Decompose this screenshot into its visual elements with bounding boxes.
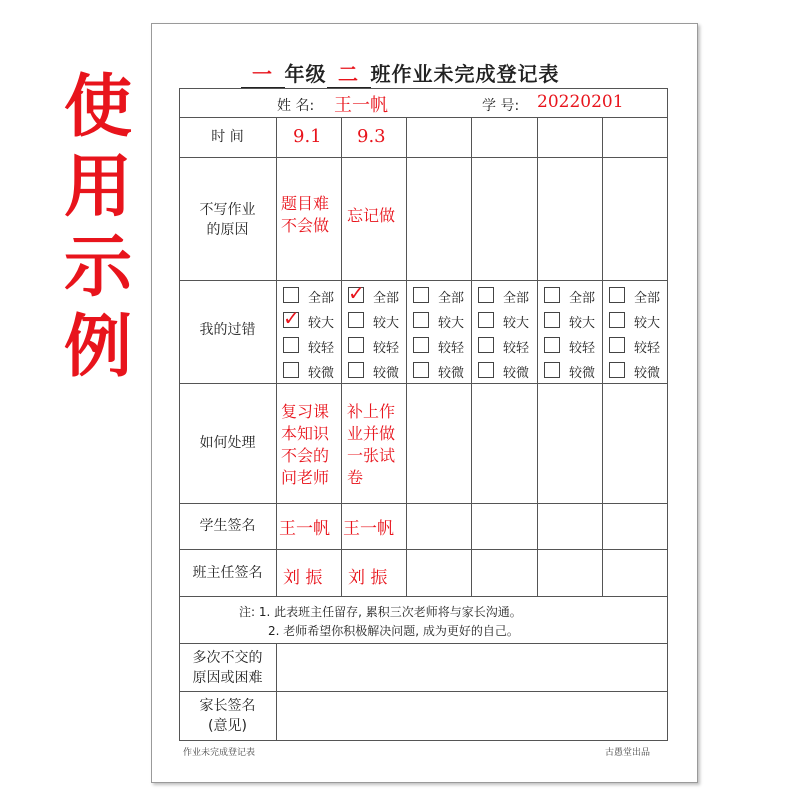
checkbox-box[interactable]	[544, 312, 560, 328]
grade-value: 一	[241, 58, 285, 89]
handle-line: 不会的	[281, 446, 330, 465]
row-divider	[179, 596, 668, 597]
footer-publisher: 古愚堂出品	[605, 748, 651, 758]
note-line-1: 注: 1. 此表班主任留存, 累积三次老师将与家长沟通。	[239, 605, 522, 619]
checkbox-box[interactable]	[283, 287, 299, 303]
checkbox-box[interactable]	[609, 312, 625, 328]
option-label: 较轻	[373, 341, 400, 356]
fault-option-checkbox[interactable]	[544, 362, 602, 380]
option-label: 较大	[634, 316, 661, 331]
fault-option-checkbox[interactable]	[348, 362, 406, 380]
fault-option-checkbox[interactable]	[283, 337, 341, 355]
checkbox-box[interactable]	[609, 337, 625, 353]
student-name: 王一帆	[334, 95, 388, 116]
option-label: 全部	[634, 291, 661, 306]
side-char: 用	[63, 148, 132, 227]
option-label: 较轻	[569, 341, 596, 356]
option-label: 全部	[373, 291, 400, 306]
option-label: 较轻	[503, 341, 530, 356]
time-label: 时 间	[211, 129, 244, 145]
fault-option-checkbox[interactable]	[413, 337, 471, 355]
handle-cell	[281, 401, 329, 489]
fault-option-checkbox[interactable]	[544, 287, 602, 305]
option-label: 较轻	[634, 341, 661, 356]
checkbox-box[interactable]	[283, 337, 299, 353]
col-divider	[471, 117, 472, 596]
title-part: 年级	[284, 62, 327, 86]
title-part: 班作业未完成登记表	[370, 62, 560, 86]
option-label: 较微	[308, 366, 335, 381]
fault-label: 我的过错	[199, 322, 256, 338]
fault-option-checkbox[interactable]	[283, 306, 341, 331]
handle-label: 如何处理	[199, 435, 256, 451]
checkbox-box[interactable]	[348, 337, 364, 353]
checkbox-box[interactable]	[544, 337, 560, 353]
option-label: 全部	[503, 291, 530, 306]
fault-option-checkbox[interactable]	[283, 287, 341, 305]
label-line: (意见)	[208, 718, 247, 734]
reason-cell	[347, 205, 395, 227]
fault-option-checkbox[interactable]	[478, 337, 536, 355]
reason-line: 题目难	[281, 194, 330, 213]
fault-option-checkbox[interactable]	[478, 312, 536, 330]
checkbox-box[interactable]	[413, 287, 429, 303]
reason-label	[179, 200, 276, 240]
option-label: 全部	[569, 291, 596, 306]
fault-option-checkbox[interactable]	[348, 337, 406, 355]
option-label: 较大	[569, 316, 596, 331]
checkbox-box[interactable]	[413, 312, 429, 328]
parent-sign-label	[179, 696, 276, 736]
option-label: 较大	[503, 316, 530, 331]
row-divider	[179, 280, 668, 281]
fault-option-checkbox[interactable]	[544, 337, 602, 355]
checkbox-box[interactable]	[413, 362, 429, 378]
fault-option-checkbox[interactable]	[478, 287, 536, 305]
checkbox-box[interactable]	[348, 312, 364, 328]
option-label: 较微	[503, 366, 530, 381]
side-char: 示	[63, 228, 132, 307]
col-divider	[276, 117, 277, 596]
row-divider	[179, 549, 668, 550]
reason-label-line: 不写作业	[199, 202, 256, 218]
class-value: 二	[327, 58, 371, 89]
student-sign-cell: 王一帆	[279, 519, 330, 539]
checkbox-box[interactable]	[478, 287, 494, 303]
checkbox-box[interactable]	[544, 287, 560, 303]
checkbox-box[interactable]	[478, 362, 494, 378]
checkmark-icon: ✓	[348, 281, 365, 305]
fault-option-checkbox[interactable]	[348, 312, 406, 330]
option-label: 较大	[373, 316, 400, 331]
date-cell: 9.3	[357, 126, 386, 147]
fault-option-checkbox[interactable]	[609, 337, 667, 355]
student-sign-label: 学生签名	[199, 518, 256, 534]
option-label: 较微	[569, 366, 596, 381]
checkmark-icon: ✓	[283, 306, 300, 330]
fault-option-checkbox[interactable]	[413, 312, 471, 330]
fault-option-checkbox[interactable]	[609, 362, 667, 380]
checkbox-box[interactable]	[478, 312, 494, 328]
row-divider	[179, 117, 668, 118]
col-divider	[341, 117, 342, 596]
student-sign-cell: 王一帆	[343, 519, 394, 539]
label-line: 多次不交的	[192, 650, 263, 666]
persistent-reason-label	[179, 648, 276, 688]
reason-label-line: 的原因	[206, 222, 249, 238]
checkbox-box[interactable]	[544, 362, 560, 378]
row-divider	[179, 383, 668, 384]
fault-option-checkbox[interactable]	[478, 362, 536, 380]
handle-line: 业并做	[347, 424, 396, 443]
student-id-label: 学 号:	[482, 98, 520, 114]
fault-option-checkbox[interactable]	[413, 362, 471, 380]
handle-line: 补上作	[347, 402, 396, 421]
teacher-sign-cell: 刘 振	[283, 568, 323, 588]
label-line: 家长签名	[199, 698, 256, 714]
note-line-2: 2. 老师希望你积极解决问题, 成为更好的自己。	[268, 624, 519, 638]
checkbox-box[interactable]	[609, 287, 625, 303]
checkbox-box[interactable]	[609, 362, 625, 378]
option-label: 全部	[308, 291, 335, 306]
handle-line: 本知识	[281, 424, 330, 443]
fault-option-checkbox[interactable]	[348, 281, 406, 306]
date-cell: 9.1	[293, 126, 322, 147]
fault-option-checkbox[interactable]	[609, 287, 667, 305]
option-label: 较大	[438, 316, 465, 331]
row-divider	[179, 157, 668, 158]
handle-cell	[347, 401, 395, 489]
option-label: 较轻	[438, 341, 465, 356]
name-label: 姓 名:	[277, 98, 315, 114]
footer-form-name: 作业未完成登记表	[183, 748, 256, 758]
fault-option-checkbox[interactable]	[283, 362, 341, 380]
reason-line: 忘记做	[347, 206, 396, 225]
reason-cell	[281, 193, 329, 237]
handle-line: 卷	[347, 468, 364, 487]
teacher-sign-label: 班主任签名	[192, 565, 263, 581]
row-divider	[179, 503, 668, 504]
col-divider	[602, 117, 603, 596]
col-divider	[537, 117, 538, 596]
fault-option-checkbox[interactable]	[609, 312, 667, 330]
side-char: 使	[63, 68, 132, 147]
form-title	[0, 58, 800, 89]
handle-line: 问老师	[281, 468, 330, 487]
label-line: 原因或困难	[192, 670, 263, 686]
row-divider	[179, 643, 668, 644]
usage-example-label	[58, 68, 138, 388]
checkbox-box[interactable]	[478, 337, 494, 353]
option-label: 全部	[438, 291, 465, 306]
handle-line: 复习课	[281, 402, 330, 421]
checkbox-box[interactable]	[283, 362, 299, 378]
fault-option-checkbox[interactable]	[544, 312, 602, 330]
option-label: 较微	[373, 366, 400, 381]
teacher-sign-cell: 刘 振	[348, 568, 388, 588]
side-char: 例	[63, 308, 132, 387]
fault-option-checkbox[interactable]	[413, 287, 471, 305]
option-label: 较轻	[308, 341, 335, 356]
col-divider	[406, 117, 407, 596]
checkbox-box[interactable]	[413, 337, 429, 353]
row-divider	[179, 691, 668, 692]
reason-line: 不会做	[281, 216, 330, 235]
option-label: 较微	[438, 366, 465, 381]
student-id: 20220201	[537, 92, 624, 112]
checkbox-box[interactable]	[348, 362, 364, 378]
handle-line: 一张试	[347, 446, 396, 465]
col-divider	[276, 643, 277, 741]
option-label: 较微	[634, 366, 661, 381]
option-label: 较大	[308, 316, 335, 331]
